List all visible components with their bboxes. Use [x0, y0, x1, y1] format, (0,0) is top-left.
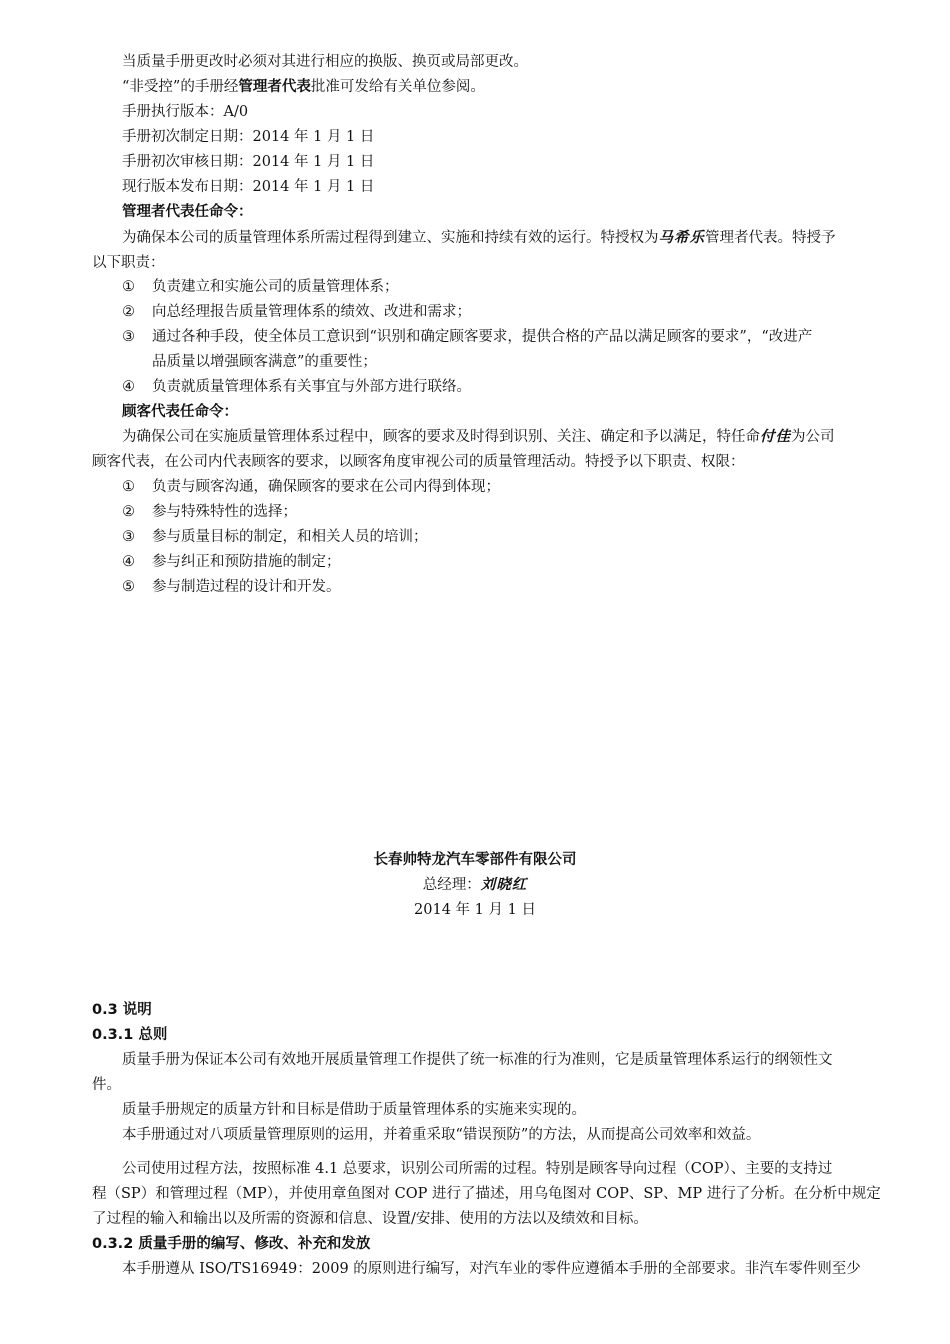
subsection-heading-compilation: 0.3.2 质量手册的编写、修改、补充和发放: [92, 1236, 371, 1252]
cust-rep-item: ④ 参与纠正和预防措施的制定；: [122, 554, 341, 570]
cust-rep-item: ⑤ 参与制造过程的设计和开发。: [122, 579, 341, 595]
current-release-date: 现行版本发布日期：2014 年 1 月 1 日: [122, 179, 375, 195]
cust-rep-heading: 顾客代表任命令：: [122, 404, 238, 420]
paragraph-line: 公司使用过程方法，按照标准 4.1 总要求，识别公司所需的过程。特别是顾客导向过程（COP）、主要的支持过: [122, 1161, 833, 1177]
cust-rep-item: ① 负责与顾客沟通，确保顾客的要求在公司内得到体现；: [122, 479, 500, 495]
company-name: 长春帅特龙汽车零部件有限公司: [373, 852, 577, 868]
cust-rep-item: ③ 参与质量目标的制定，和相关人员的培训；: [122, 529, 428, 545]
paragraph-line: 件。: [92, 1077, 121, 1093]
paragraph-line: 了过程的输入和输出以及所需的资源和信息、设置/安排、使用的方法以及绩效和目标。: [92, 1211, 648, 1227]
signing-date: 2014 年 1 月 1 日: [414, 902, 536, 918]
mgmt-rep-heading: 管理者代表任命令：: [122, 204, 253, 220]
intro-line-2: “非受控”的手册经管理者代表批准可发给有关单位参阅。: [122, 79, 485, 95]
manual-version: 手册执行版本：A/0: [122, 104, 249, 120]
gm-signature: 刘晓红: [480, 876, 528, 893]
mgmt-rep-item-cont: 品质量以增强顾客满意”的重要性；: [152, 354, 377, 370]
paragraph-line: 程（SP）和管理过程（MP），并使用章鱼图对 COP 进行了描述，用乌龟图对 COP、SP、MP 进行了分析。在分析中规定: [92, 1186, 881, 1202]
paragraph-line: 本手册遵从 ISO/TS16949：2009 的原则进行编写，对汽车业的零件应遵循本手册的全部要求。非汽车零件则至少: [122, 1261, 861, 1277]
mgmt-rep-item: ① 负责建立和实施公司的质量管理体系；: [122, 279, 399, 295]
first-made-date: 手册初次制定日期：2014 年 1 月 1 日: [122, 129, 375, 145]
mgmt-rep-paragraph: 为确保本公司的质量管理体系所需过程得到建立、实施和持续有效的运行。特授权为马希乐管理者代表。特授予: [122, 229, 836, 246]
first-review-date: 手册初次审核日期：2014 年 1 月 1 日: [122, 154, 375, 170]
mgmt-rep-paragraph-cont: 以下职责：: [92, 255, 165, 271]
paragraph-line: 质量手册为保证本公司有效地开展质量管理工作提供了统一标准的行为准则，它是质量管理体系运行的纲领性文: [122, 1052, 833, 1068]
mgmt-rep-item: ② 向总经理报告质量管理体系的绩效、改进和需求；: [122, 304, 471, 320]
mgmt-rep-signature: 马希乐: [658, 229, 705, 246]
cust-rep-item: ② 参与特殊特性的选择；: [122, 504, 297, 520]
intro-line-1: 当质量手册更改时必须对其进行相应的换版、换页或局部更改。: [122, 54, 528, 70]
paragraph-line: 本手册通过对八项质量管理原则的运用，并着重采取“错误预防”的方法，从而提高公司效率和效益。: [122, 1127, 761, 1143]
cust-rep-paragraph: 为确保公司在实施质量管理体系过程中，顾客的要求及时得到识别、关注、确定和予以满足，特任命付佳为公司: [122, 428, 835, 445]
section-heading: 0.3 说明: [92, 1002, 152, 1018]
mgmt-rep-item: ④ 负责就质量管理体系有关事宜与外部方进行联络。: [122, 379, 471, 395]
cust-rep-signature: 付佳: [760, 428, 791, 445]
paragraph-line: 质量手册规定的质量方针和目标是借助于质量管理体系的实施来实现的。: [122, 1102, 586, 1118]
mgmt-rep-term: 管理者代表: [238, 79, 311, 95]
cust-rep-paragraph-cont: 顾客代表，在公司内代表顾客的要求，以顾客角度审视公司的质量管理活动。特授予以下职责、权限：: [92, 454, 745, 470]
general-manager-line: 总经理：刘晓红: [422, 876, 528, 893]
subsection-heading-general: 0.3.1 总则: [92, 1027, 168, 1043]
mgmt-rep-item: ③ 通过各种手段，使全体员工意识到“识别和确定顾客要求，提供合格的产品以满足顾客的要求”，“改进产: [122, 329, 813, 345]
